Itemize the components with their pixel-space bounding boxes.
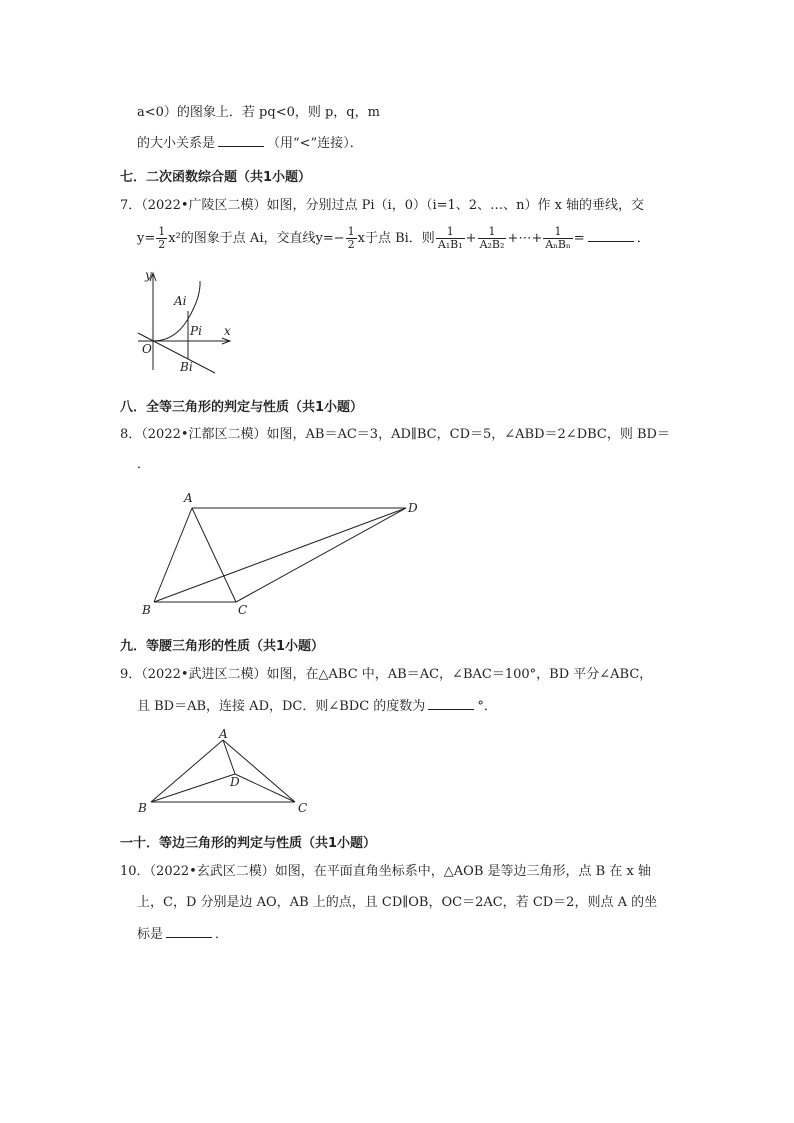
answer-blank [166,925,212,938]
q7-fraction-1: $\frac{1}{\text{A₁B₁}}$ [437,225,463,251]
q9-line2-text-b: °． [477,699,497,714]
label-ai: Ai [174,294,187,308]
q7-dots: +⋯+ [507,231,543,246]
segment-ac [192,508,236,602]
q7-plus: + [465,231,477,246]
q10-line3-text: 标是 [137,927,164,942]
q9-figure [135,728,315,818]
section-heading-7: 七．二次函数综合题（共1小题） [120,170,312,185]
segment-bd [151,774,235,802]
segment-ab [151,740,223,802]
q7-fraction-2: $\frac{1}{\text{A₂B₂}}$ [479,225,505,251]
q10-line2: 上，C，D 分别是边 AO，AB 上的点，且 CD∥OB，OC＝2AC，若 CD＝2，则点 A 的坐 [137,895,658,910]
q7-line2 [137,226,650,251]
label-a: A [219,727,228,741]
answer-blank [218,134,264,147]
label-x: x [224,324,231,338]
q7-fraction-n: $\frac{1}{\text{AₙBₙ}}$ [545,225,571,251]
q7-eq: = [573,231,585,246]
section-heading-9: 九．等腰三角形的性质（共1小题） [120,639,325,654]
q8-figure [140,490,430,620]
label-d: D [230,775,240,789]
q10-line3-end: ． [215,927,229,942]
q7-end: ． [636,231,650,246]
label-c: C [238,603,248,617]
q7-x2-text: x²的图象于点 Ai，交直线 [168,231,316,246]
section-heading-8: 八．全等三角形的判定与性质（共1小题） [120,400,364,415]
label-a: A [184,491,193,505]
segment-ab [154,508,192,602]
q10-line1: 10．（2022•玄武区二模）如图，在平面直角坐标系中，△AOB 是等边三角形，点 B 在 x 轴 [120,864,651,879]
q9-line1: 9．（2022•武进区二模）如图，在△ABC 中，AB＝AC，∠BAC＝100°，BD 平分∠ABC， [120,667,653,682]
label-o: O [142,342,152,356]
segment-dc [235,774,295,802]
q7-x-mid: x于点 Bi．则 [357,231,435,246]
q9-line2-text-a: 且 BD＝AB，连接 AD，DC．则∠BDC 的度数为 [137,699,426,714]
q7-fraction-half-2: $\frac{1}{2}$ [347,225,355,251]
q7-y-eq2: y=− [315,231,345,246]
label-pi: Pi [190,324,202,338]
q8-line2: ． [137,457,151,472]
label-b: B [142,603,151,617]
q10-line3 [137,925,228,944]
answer-blank [428,697,474,710]
q6-line1: a<0）的图象上．若 pq<0，则 p，q，m [137,105,380,120]
q6-line2-text-b: （用“<”连接）． [267,136,363,151]
q9-line2 [137,697,497,716]
q8-line1: 8．（2022•江都区二模）如图，AB＝AC＝3，AD∥BC，CD＝5，∠ABD＝2∠DBC，则 BD＝ [120,427,670,442]
label-c: C [298,801,308,815]
q7-y-eq: y= [137,231,156,246]
answer-blank [588,229,634,242]
label-b: B [138,801,147,815]
label-d: D [408,501,418,515]
q7-fraction-half: $\frac{1}{2}$ [158,225,166,251]
segment-bd [154,508,406,602]
q7-line1: 7．（2022•广陵区二模）如图，分别过点 Pi（i，0）（i=1、2、…、n）作 x 轴的垂线，交 [120,198,645,213]
segment-cd [236,508,406,602]
label-bi: Bi [180,360,193,374]
q7-figure [130,265,240,375]
q6-line2 [137,134,363,153]
q6-line2-text-a: 的大小关系是 [137,136,216,151]
section-heading-10: 一十．等边三角形的判定与性质（共1小题） [120,836,377,851]
label-y: y [145,268,152,282]
